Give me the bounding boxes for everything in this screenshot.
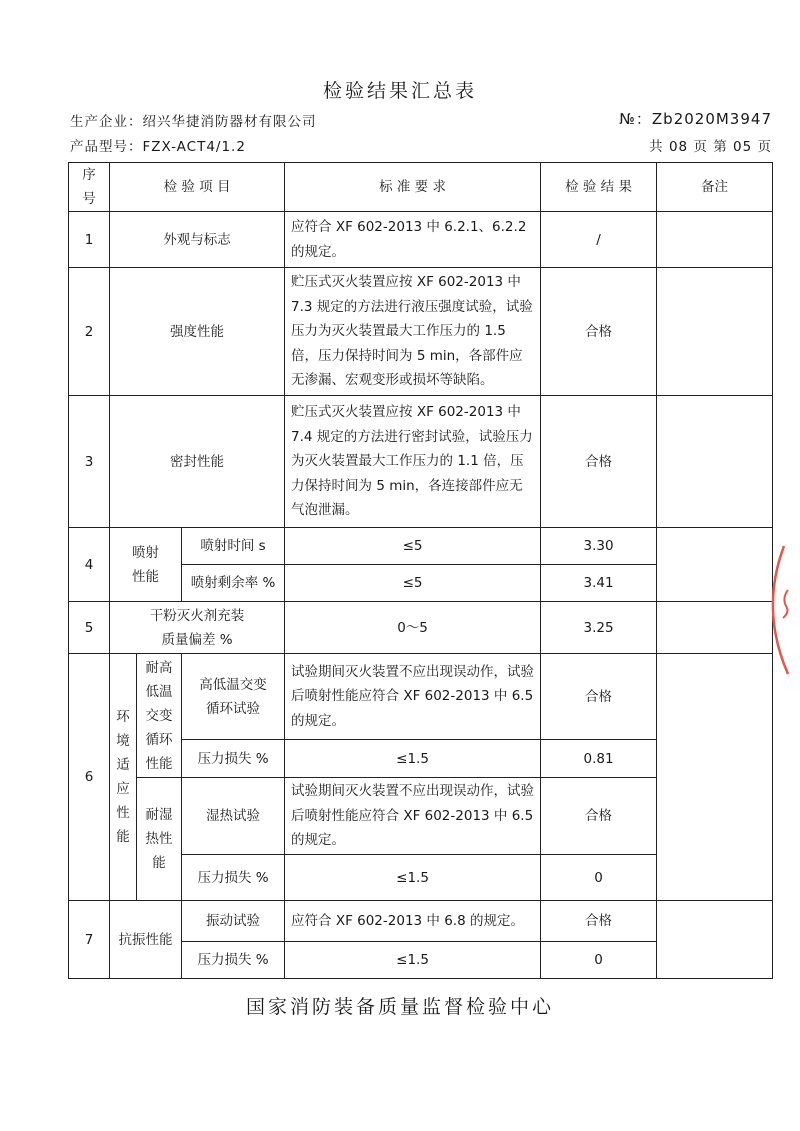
note [657,602,773,654]
model-line: 产品型号：FZX-ACT4/1.2 [70,139,246,155]
table-row [69,602,773,654]
test-item: 强度性能 [110,268,285,396]
requirement: ≤5 [285,528,541,565]
result: 0 [541,855,657,901]
page-title: 检验结果汇总表 [322,80,477,102]
result: 合格 [541,654,657,740]
test-item: 干粉灭火剂充装 质量偏差 % [110,602,285,654]
table-row [69,528,773,565]
requirement: ≤5 [285,565,541,602]
result: 0.81 [541,740,657,778]
requirement: ≤1.5 [285,740,541,778]
table-row [69,268,773,396]
requirement: 应符合 XF 602-2013 中 6.8 的规定。 [285,901,541,942]
row-number: 3 [69,396,110,528]
requirement: ≤1.5 [285,855,541,901]
table-row [69,901,773,942]
test-item: 压力损失 % [182,942,285,979]
col-no-header: 序 号 [69,163,110,212]
requirement: 贮压式灭火装置应按 XF 602-2013 中 7.3 规定的方法进行液压强度试验，试验压力为灭火装置最大工作压力的 1.5 倍，压力保持时间为 5 min，各部件应无渗漏、宏观变形或损坏等缺陷。 [285,268,541,396]
note [657,212,773,268]
table-row [69,396,773,528]
result: 3.30 [541,528,657,565]
sub-group-label: 耐高 低温 交变 循环 性能 [137,654,182,778]
requirement: ≤1.5 [285,942,541,979]
col-result-header: 检 验 结 果 [541,163,657,212]
result: / [541,212,657,268]
test-item: 密封性能 [110,396,285,528]
test-item: 外观与标志 [110,212,285,268]
result: 合格 [541,396,657,528]
test-item: 压力损失 % [182,740,285,778]
col-req-header: 标 准 要 求 [285,163,541,212]
results-table [68,162,773,979]
requirement: 试验期间灭火装置不应出现误动作，试验后喷射性能应符合 XF 602-2013 中 6.5 的规定。 [285,654,541,740]
header-row [69,163,773,212]
test-item: 压力损失 % [182,855,285,901]
group-label: 环 境 适 应 性 能 [110,654,137,901]
result: 合格 [541,268,657,396]
row-number: 5 [69,602,110,654]
report-number: №：Zb2020M3947 [619,110,772,128]
group-label: 抗振性能 [110,901,182,979]
test-item: 喷射时间 s [182,528,285,565]
result: 0 [541,942,657,979]
test-item: 喷射剩余率 % [182,565,285,602]
note [657,901,773,979]
note [657,268,773,396]
note [657,528,773,602]
note [657,396,773,528]
page-count: 共 08 页 第 05 页 [649,139,772,155]
result: 合格 [541,778,657,855]
requirement: 0～5 [285,602,541,654]
group-label: 喷射 性能 [110,528,182,602]
result: 3.41 [541,565,657,602]
result: 3.25 [541,602,657,654]
test-item: 高低温交变 循环试验 [182,654,285,740]
col-item-header: 检 验 项 目 [110,163,285,212]
note [657,654,773,901]
test-item: 振动试验 [182,901,285,942]
row-number: 2 [69,268,110,396]
requirement: 试验期间灭火装置不应出现误动作，试验后喷射性能应符合 XF 602-2013 中 6.5 的规定。 [285,778,541,855]
issuing-organization: 国家消防装备质量监督检验中心 [245,996,554,1018]
row-number: 4 [69,528,110,602]
result: 合格 [541,901,657,942]
requirement: 贮压式灭火装置应按 XF 602-2013 中 7.4 规定的方法进行密封试验，试验压力为灭火装置最大工作压力的 1.1 倍，压力保持时间为 5 min，各连接部件应无气泡泄漏。 [285,396,541,528]
table-row [69,654,773,740]
table-row [69,212,773,268]
sub-group-label: 耐湿 热性 能 [137,778,182,901]
company-line: 生产企业：绍兴华捷消防器材有限公司 [70,114,317,130]
row-number: 6 [69,654,110,901]
test-item: 湿热试验 [182,778,285,855]
col-note-header: 备注 [657,163,773,212]
requirement: 应符合 XF 602-2013 中 6.2.1、6.2.2 的规定。 [285,212,541,268]
seal-stamp-fragment [764,540,800,680]
row-number: 7 [69,901,110,979]
row-number: 1 [69,212,110,268]
